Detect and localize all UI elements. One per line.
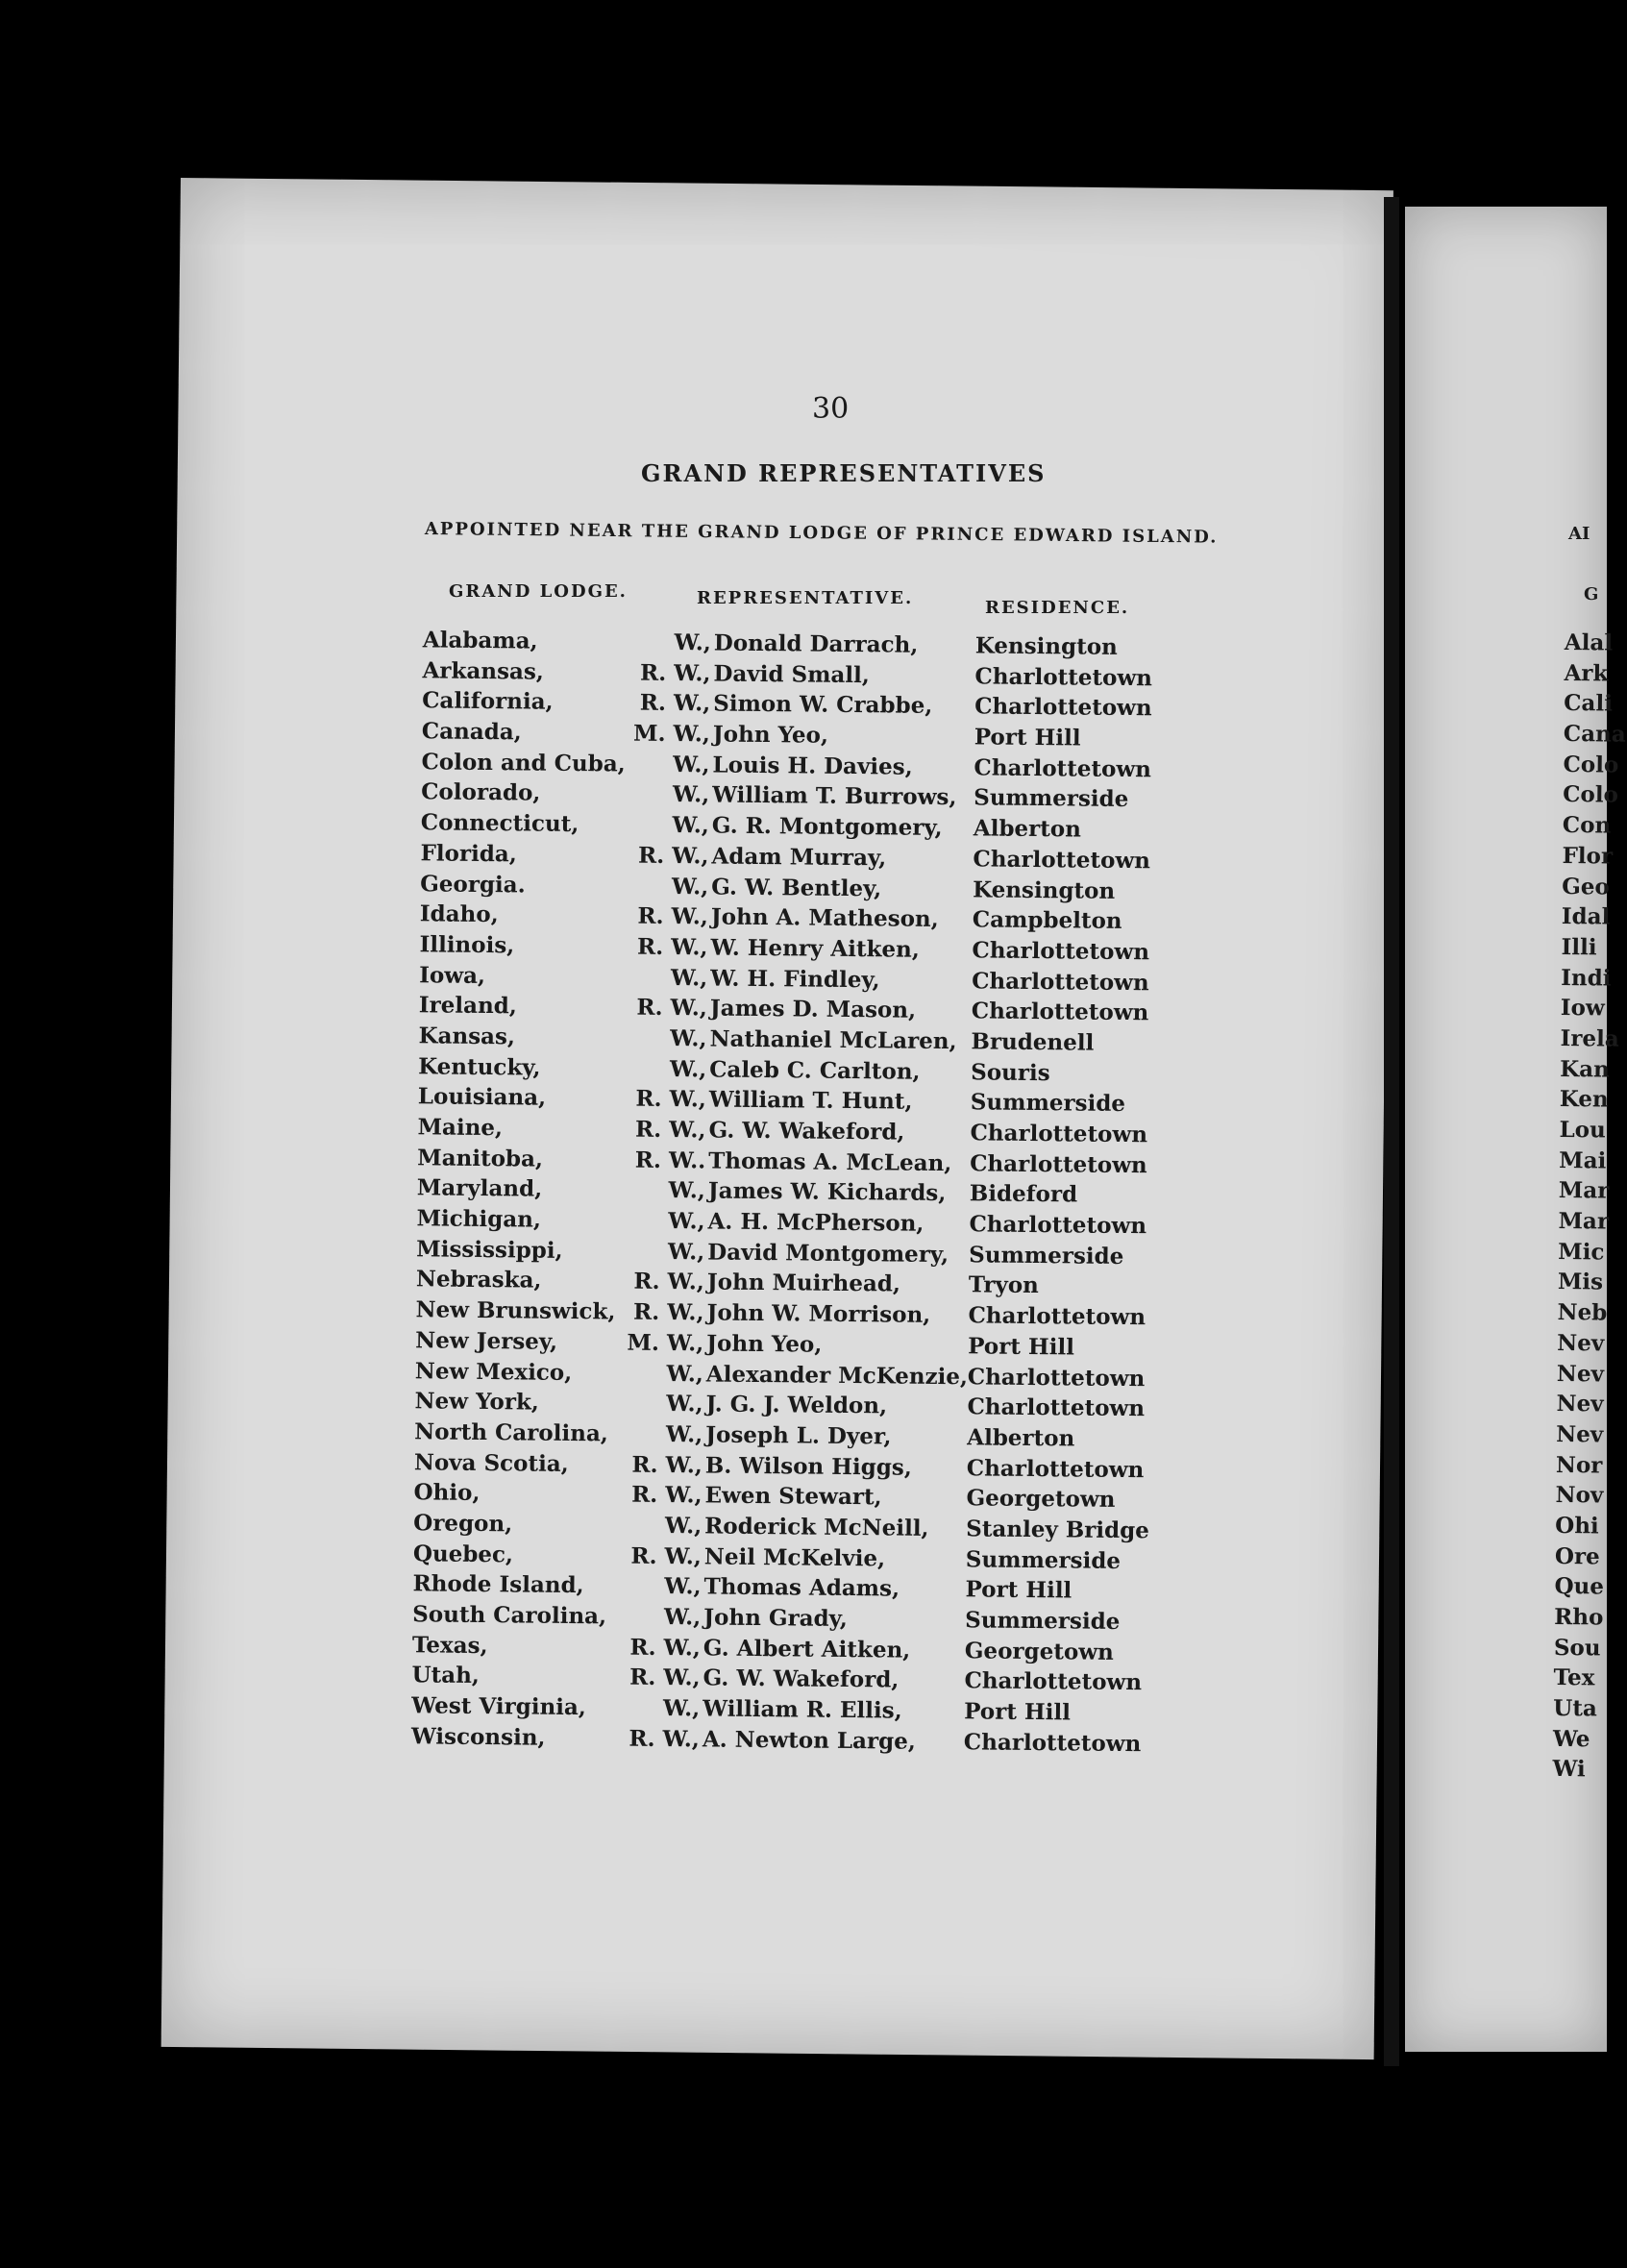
representative-cell: James W. Kichards,	[707, 1177, 947, 1207]
residence-cell: Charlottetown	[964, 1667, 1143, 1696]
facing-page-lodge-fragment: Idal	[1561, 903, 1611, 930]
representative-cell: A. Newton Large,	[702, 1726, 916, 1755]
facing-page-lodge-fragment: Sou	[1553, 1634, 1601, 1662]
grand-lodge-cell: Illinois,	[419, 931, 515, 959]
facing-page-lodge-fragment: Ken	[1559, 1086, 1609, 1113]
grand-lodge-cell: New Brunswick,	[415, 1296, 616, 1325]
representative-cell: David Small,	[713, 660, 871, 688]
representative-cell: Joseph L. Dyer,	[705, 1421, 892, 1450]
residence-cell: Kensington	[973, 875, 1116, 904]
residence-cell: Summerside	[970, 1089, 1126, 1118]
rank-cell: R. W.,	[639, 659, 711, 687]
grand-lodge-cell: Maine,	[417, 1114, 504, 1142]
rank-cell: W.,	[665, 1420, 703, 1448]
facing-page-lodge-fragment: Wi	[1552, 1756, 1586, 1783]
facing-page-lodge-fragment: Nev	[1556, 1360, 1605, 1387]
facing-page-lodge-fragment: Nev	[1557, 1329, 1605, 1357]
facing-page-lodge-fragment: Lou	[1559, 1116, 1606, 1144]
rank-cell: W.,	[668, 1177, 706, 1204]
facing-page-lodge-fragment: Mar	[1558, 1208, 1610, 1235]
facing-page-lodge-fragment: Ohi	[1555, 1512, 1599, 1540]
rank-cell: W.,	[667, 1238, 705, 1266]
residence-cell: Port Hill	[965, 1576, 1072, 1604]
residence-cell: Port Hill	[974, 724, 1081, 752]
residence-cell: Tryon	[968, 1271, 1039, 1299]
rank-cell: R. W.,	[631, 1451, 703, 1478]
facing-page-lodge-fragment: Cana	[1563, 721, 1626, 748]
grand-lodge-cell: Texas,	[411, 1631, 488, 1659]
rank-cell: R. W.,	[629, 1634, 702, 1662]
grand-lodge-cell: Maryland,	[416, 1174, 543, 1203]
residence-cell: Stanley Bridge	[966, 1516, 1150, 1544]
rank-cell: R. W.,	[636, 933, 708, 961]
grand-lodge-cell: Manitoba,	[417, 1144, 544, 1172]
residence-cell: Charlottetown	[970, 1120, 1148, 1148]
representative-cell: James D. Mason,	[709, 995, 917, 1023]
residence-cell: Charlottetown	[963, 1729, 1142, 1757]
grand-lodge-cell: Nebraska,	[415, 1266, 542, 1294]
representative-cell: William T. Hunt,	[708, 1086, 913, 1115]
rank-cell: W.,	[670, 964, 708, 991]
grand-lodge-cell: Quebec,	[412, 1540, 514, 1567]
representative-cell: Adam Murray,	[711, 843, 887, 872]
residence-cell: Charlottetown	[968, 1302, 1146, 1331]
grand-lodge-cell: Colorado,	[421, 778, 541, 807]
facing-page-lodge-fragment: Flor	[1562, 842, 1614, 870]
rank-cell: W.,	[662, 1695, 701, 1722]
column-header-representative: REPRESENTATIVE.	[697, 588, 914, 608]
residence-cell: Charlottetown	[972, 967, 1149, 996]
residence-cell: Charlottetown	[970, 1149, 1147, 1178]
rank-cell: W.,	[670, 1024, 707, 1052]
rank-cell: W.,	[672, 812, 709, 839]
residence-cell: Kensington	[974, 632, 1118, 660]
facing-page-lodge-fragment: Colo	[1563, 781, 1619, 809]
rank-cell: R. W.,	[634, 1116, 706, 1144]
facing-page-lodge-fragment: Tex	[1553, 1664, 1595, 1691]
facing-page-lodge-fragment: Alal	[1564, 629, 1614, 656]
grand-lodge-cell: Georgia.	[420, 870, 526, 898]
representative-cell: Caleb C. Carlton,	[709, 1056, 921, 1085]
representative-cell: J. G. J. Weldon,	[705, 1391, 888, 1419]
grand-lodge-cell: Iowa,	[419, 961, 486, 989]
grand-lodge-cell: Colon and Cuba,	[421, 749, 626, 777]
page-number: 30	[812, 392, 850, 426]
rank-cell: W.,	[672, 781, 710, 808]
residence-cell: Summerside	[969, 1242, 1124, 1270]
residence-cell: Brudenell	[971, 1028, 1095, 1056]
residence-cell: Charlottetown	[974, 663, 1153, 691]
facing-page-lodge-fragment: Mis	[1557, 1269, 1604, 1295]
grand-lodge-cell: Idaho,	[419, 900, 499, 928]
rank-cell: W.,	[669, 1055, 707, 1083]
facing-page-lodge-fragment: Iow	[1560, 995, 1605, 1022]
rank-cell: R. W.,	[630, 1542, 703, 1570]
grand-lodge-cell: Canada,	[421, 718, 522, 746]
representative-cell: Thomas A. McLean,	[708, 1147, 952, 1176]
rank-cell: R. W.,	[629, 1725, 701, 1753]
rank-cell: R. W.,	[633, 1269, 705, 1295]
facing-page-heading-fragment: AI	[1568, 524, 1590, 544]
facing-page-lodge-fragment: Ark	[1564, 659, 1609, 687]
grand-lodge-cell: Louisiana,	[417, 1083, 547, 1111]
rank-cell: W.,	[664, 1512, 703, 1540]
residence-cell: Port Hill	[968, 1333, 1075, 1361]
representative-cell: John Yeo,	[706, 1330, 823, 1358]
representatives-table	[382, 627, 1259, 1763]
facing-page-lodge-fragment: Kan	[1560, 1055, 1610, 1083]
grand-lodge-cell: New York,	[414, 1388, 539, 1416]
grand-lodge-cell: Wisconsin,	[410, 1723, 546, 1751]
residence-cell: Charlottetown	[974, 693, 1152, 722]
residence-cell: Charlottetown	[973, 846, 1151, 875]
rank-cell: W.,	[664, 1573, 702, 1600]
representative-cell: Ewen Stewart,	[704, 1482, 882, 1511]
grand-lodge-cell: Rhode Island,	[412, 1570, 584, 1599]
representative-cell: William R. Ellis,	[703, 1695, 902, 1724]
facing-page-lodge-fragment: Neb	[1557, 1299, 1608, 1326]
rank-cell: R. W.,	[632, 1298, 704, 1326]
rank-cell: W.,	[663, 1603, 702, 1631]
representative-cell: William T. Burrows,	[712, 781, 957, 811]
grand-lodge-cell: Arkansas,	[422, 656, 545, 685]
column-header-residence: RESIDENCE.	[985, 598, 1130, 618]
rank-cell: R. W.,	[636, 994, 707, 1022]
grand-lodge-cell: Ohio,	[413, 1479, 481, 1507]
residence-cell: Campbelton	[972, 906, 1122, 935]
facing-page-lodge-fragment: Mai	[1559, 1146, 1607, 1174]
rank-cell: R. W.,	[637, 842, 709, 870]
grand-lodge-cell: Florida,	[420, 840, 517, 868]
residence-cell: Georgetown	[966, 1485, 1116, 1514]
rank-cell: M. W.,	[632, 720, 710, 748]
rank-cell: W.,	[668, 1208, 705, 1235]
facing-page-lodge-fragment: Cali	[1564, 690, 1614, 717]
residence-cell: Souris	[971, 1058, 1050, 1086]
grand-lodge-cell: Michigan,	[416, 1205, 542, 1233]
representative-cell: G. W. Wakeford,	[703, 1664, 900, 1693]
column-header-lodge: GRAND LODGE.	[449, 581, 628, 602]
residence-cell: Bideford	[969, 1180, 1078, 1208]
residence-cell: Charlottetown	[966, 1454, 1145, 1483]
facing-page-lodge-fragment: Uta	[1553, 1695, 1597, 1722]
facing-page-subheading-fragment: G	[1584, 584, 1599, 604]
rank-cell: M. W.,	[627, 1329, 704, 1357]
representative-cell: Roderick McNeill,	[704, 1513, 929, 1541]
facing-page-lodge-fragment: Irela	[1560, 1024, 1619, 1052]
facing-page-lodge-fragment: Que	[1554, 1573, 1605, 1600]
facing-page-lodge-fragment: Rho	[1554, 1603, 1604, 1631]
representative-cell: W. Henry Aitken,	[710, 934, 920, 963]
rank-cell: W.,	[671, 873, 709, 900]
grand-lodge-cell: Utah,	[411, 1662, 481, 1689]
facing-page-lodge-fragment: Ore	[1554, 1542, 1600, 1570]
residence-cell: Charlottetown	[972, 937, 1150, 966]
facing-page-lodge-fragment: Con	[1562, 812, 1612, 839]
rank-cell: W.,	[666, 1360, 704, 1387]
grand-lodge-cell: Ireland,	[418, 992, 517, 1020]
facing-page-lodge-fragment: Mic	[1558, 1238, 1605, 1266]
representative-cell: G. W. Wakeford,	[708, 1117, 905, 1146]
grand-lodge-cell: New Mexico,	[414, 1357, 573, 1386]
representative-cell: Donald Darrach,	[713, 629, 919, 658]
representative-cell: W. H. Findley,	[710, 965, 880, 993]
residence-cell: Alberton	[973, 815, 1082, 843]
residence-cell: Alberton	[967, 1424, 1075, 1452]
representative-cell: John W. Morrison,	[706, 1299, 931, 1329]
representative-cell: John A. Matheson,	[710, 903, 939, 933]
representative-cell: Alexander McKenzie,	[705, 1360, 969, 1390]
grand-lodge-cell: West Virginia,	[411, 1692, 587, 1721]
rank-cell: W.,	[666, 1391, 703, 1418]
rank-cell: R. W.,	[639, 690, 711, 717]
representative-cell: Simon W. Crabbe,	[713, 690, 933, 720]
residence-cell: Summerside	[965, 1607, 1121, 1635]
rank-cell: R. W.,	[629, 1664, 701, 1691]
facing-page-lodge-fragment: Illi	[1561, 933, 1597, 961]
facing-page-lodge-fragment: Nov	[1555, 1482, 1604, 1509]
grand-lodge-cell: New Jersey,	[415, 1327, 558, 1355]
residence-cell: Charlottetown	[969, 1211, 1147, 1240]
facing-page-lodge-fragment: Indi	[1561, 964, 1612, 992]
grand-lodge-cell: Mississippi,	[416, 1236, 563, 1264]
representative-cell: G. R. Montgomery,	[711, 812, 943, 842]
representative-cell: Louis H. Davies,	[712, 752, 913, 780]
grand-lodge-cell: Kentucky,	[418, 1052, 541, 1081]
representative-cell: David Montgomery,	[707, 1239, 949, 1268]
residence-cell: Summerside	[965, 1545, 1122, 1574]
grand-lodge-cell: Kansas,	[418, 1023, 516, 1050]
facing-page-lodge-fragment: Nev	[1556, 1420, 1604, 1448]
representative-cell: G. W. Bentley,	[711, 873, 882, 901]
residence-cell: Charlottetown	[971, 998, 1149, 1026]
grand-lodge-cell: Oregon,	[413, 1510, 513, 1538]
grand-lodge-cell: Alabama,	[422, 627, 538, 654]
representative-cell: Nathaniel McLaren,	[709, 1025, 957, 1055]
facing-page-lodge-fragment: We	[1552, 1725, 1590, 1753]
rank-cell: W.,	[674, 629, 711, 656]
representative-cell: Neil McKelvie,	[703, 1543, 886, 1572]
residence-cell: Georgetown	[964, 1637, 1114, 1665]
facing-page-lodge-fragment: Geo	[1562, 873, 1610, 900]
representative-cell: A. H. McPherson,	[707, 1208, 924, 1237]
rank-cell: R. W.,	[637, 902, 708, 930]
representative-cell: John Muirhead,	[706, 1269, 901, 1297]
book-gutter	[1384, 197, 1399, 2066]
rank-cell: R. W..	[634, 1146, 706, 1174]
facing-page-lodge-fragment: Nor	[1555, 1451, 1603, 1479]
representative-cell: John Grady,	[703, 1604, 848, 1632]
residence-cell: Charlottetown	[967, 1393, 1146, 1422]
rank-cell: R. W.,	[635, 1085, 707, 1113]
representative-cell: G. Albert Aitken,	[703, 1635, 911, 1664]
rank-cell: R. W.,	[631, 1481, 703, 1509]
facing-page-lodge-fragment: Mar	[1558, 1177, 1610, 1204]
grand-lodge-cell: Connecticut,	[420, 809, 579, 838]
page-subtitle: APPOINTED NEAR THE GRAND LODGE OF PRINCE EDWARD ISLAND.	[424, 519, 1219, 548]
facing-page-lodge-fragment: Nev	[1556, 1391, 1604, 1418]
rank-cell: W.,	[673, 751, 710, 778]
page-title: GRAND REPRESENTATIVES	[641, 459, 1047, 487]
grand-lodge-cell: California,	[422, 687, 554, 716]
residence-cell: Charlottetown	[967, 1363, 1146, 1392]
residence-cell: Port Hill	[964, 1698, 1072, 1726]
facing-page-lodge-fragment: Colo	[1563, 751, 1619, 778]
grand-lodge-cell: South Carolina,	[412, 1601, 607, 1630]
representative-cell: John Yeo,	[712, 721, 829, 749]
residence-cell: Charlottetown	[974, 754, 1152, 783]
grand-lodge-cell: North Carolina,	[414, 1418, 608, 1447]
residence-cell: Summerside	[974, 784, 1129, 813]
grand-lodge-cell: Nova Scotia,	[413, 1448, 569, 1477]
representative-cell: B. Wilson Higgs,	[704, 1452, 912, 1481]
representative-cell: Thomas Adams,	[703, 1573, 900, 1602]
